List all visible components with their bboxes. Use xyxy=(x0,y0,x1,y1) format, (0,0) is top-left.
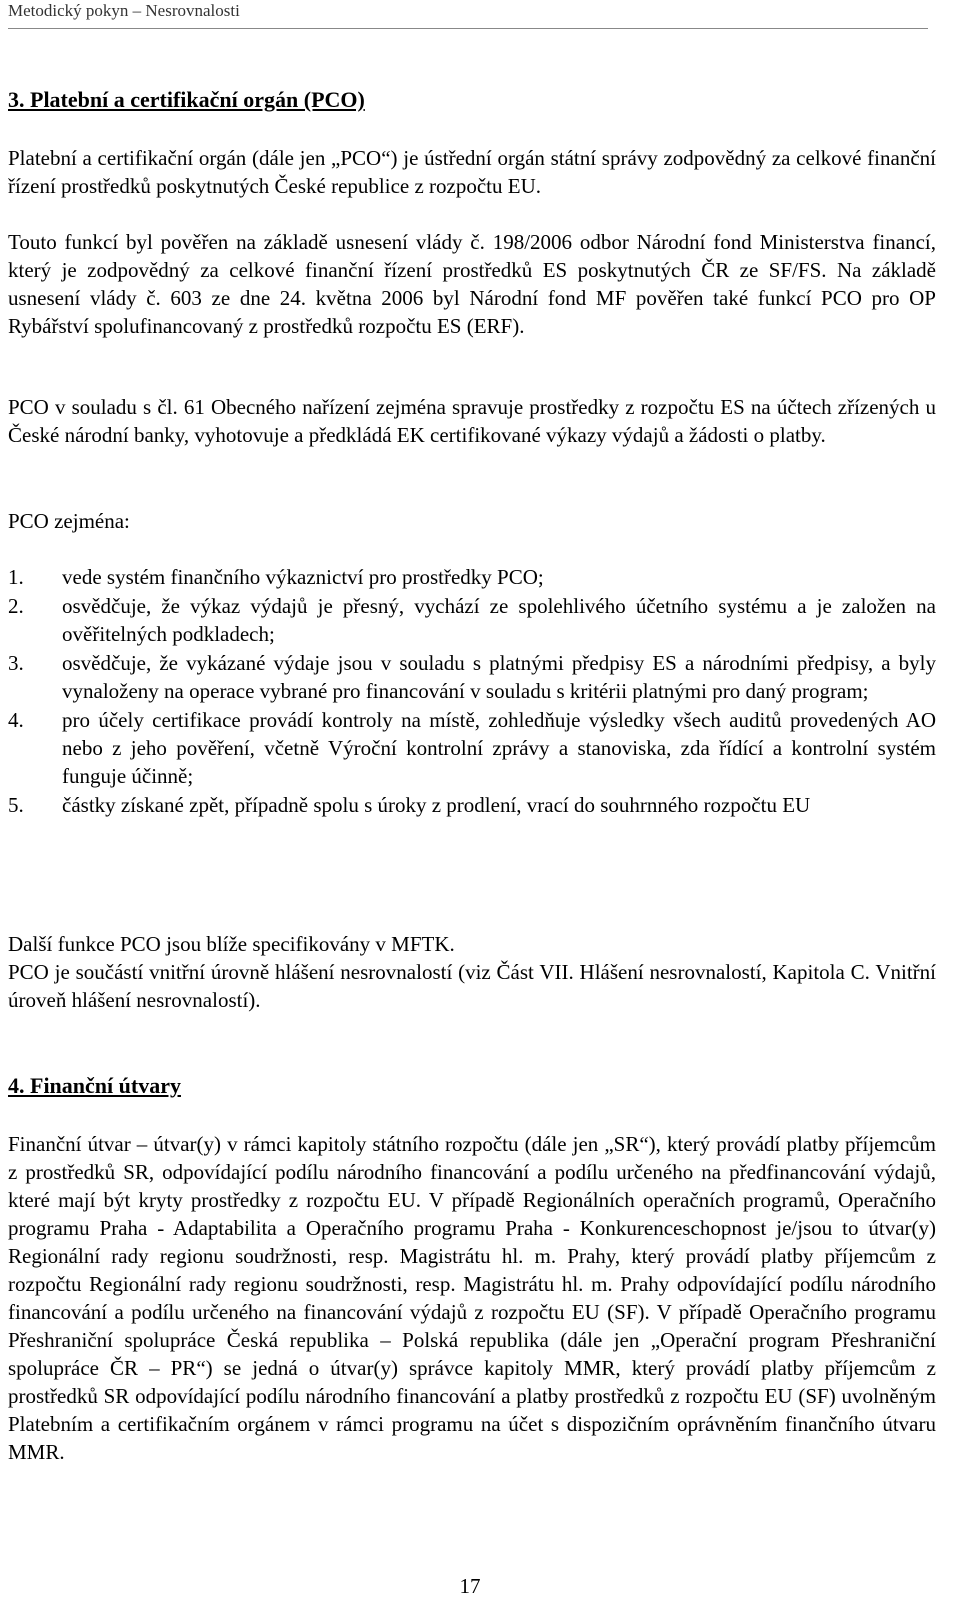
section-4-heading: 4. Finanční útvary xyxy=(8,1073,181,1098)
section-3-paragraph-3: PCO v souladu s čl. 61 Obecného nařízení zejména spravuje prostředky z rozpočtu ES na účtech zřízených u České národní banky, vyhotovuje a předkládá EK certifikované výkazy výdajů a žádosti o platby. xyxy=(8,395,936,447)
list-item xyxy=(8,563,936,591)
list-item-number: 3. xyxy=(8,651,24,675)
list-item-text: pro účely certifikace provádí kontroly na místě, zohledňuje výsledky všech auditů provedených AO nebo z jeho pověření, včetně Výroční kontrolní zprávy a stanoviska, zda řídící a kontrolní systém funguje účinně; xyxy=(62,708,936,788)
section-3-paragraph-5: Další funkce PCO jsou blíže specifikovány v MFTK. xyxy=(8,932,455,956)
list-item-text: částky získané zpět, případně spolu s úroky z prodlení, vrací do souhrnného rozpočtu EU xyxy=(62,793,811,817)
list-item-number: 2. xyxy=(8,594,24,618)
page-number: 17 xyxy=(459,1574,481,1598)
list-item xyxy=(8,592,936,648)
list-item-number: 1. xyxy=(8,565,24,589)
list-item-text: osvědčuje, že vykázané výdaje jsou v souladu s platnými předpisy ES a národními předpisy, a byly vynaloženy na operace vybrané pro financování v souladu s kritérii platnými pro daný program; xyxy=(62,651,936,703)
list-item-number: 4. xyxy=(8,708,24,732)
section-3-heading: 3. Platební a certifikační orgán (PCO) xyxy=(8,87,365,112)
section-3-paragraph-6: PCO je součástí vnitřní úrovně hlášení nesrovnalostí (viz Část VII. Hlášení nesrovnalostí, Kapitola C. Vnitřní úroveň hlášení nesrovnalostí). xyxy=(8,960,936,1012)
list-item xyxy=(8,649,936,705)
pco-duties-list xyxy=(8,563,936,820)
section-3-paragraph-1: Platební a certifikační orgán (dále jen „PCO“) je ústřední orgán státní správy zodpovědný za celkové finanční řízení prostředků poskytnutých České republice z rozpočtu EU. xyxy=(8,146,936,198)
list-item xyxy=(8,791,936,819)
list-item-text: vede systém finančního výkaznictví pro prostředky PCO; xyxy=(62,565,544,589)
list-item-number: 5. xyxy=(8,793,24,817)
section-4-paragraph-1: Finanční útvar – útvar(y) v rámci kapitoly státního rozpočtu (dále jen „SR“), který provádí platby příjemcům z prostředků SR, odpovídající podílu národního financování a podílu určeného na předfinancování výdajů, které mají být kryty prostředky z rozpočtu EU. V případě Regionálních operačních programů, Operačního programu Praha - Adaptabilita a Operačního programu Praha - Konkurenceschopnost je/jsou to útvar(y) Regionální rady regionu soudržnosti, resp. Magistrátu hl. m. Prahy, který provádí platby příjemcům z rozpočtu Regionální rady regionu soudržnosti, resp. Magistrátu hl. m. Prahy odpovídající podílu národního financování a podílu určeného na financování výdajů z rozpočtu EU (SF). V případě Operačního programu Přeshraniční spolupráce Česká republika – Polská republika (dále jen „Operační program Přeshraniční spolupráce ČR – PR“) se jedná o útvar(y) správce kapitoly MMR, který provádí platby příjemcům z prostředků SR odpovídající podílu národního financování a platby prostředků z rozpočtu EU (SF) uvolněným Platebním a certifikačním orgánem v rámci programu na účet s dispozičním oprávněním finančního útvaru MMR. xyxy=(8,1132,936,1464)
list-item-text: osvědčuje, že výkaz výdajů je přesný, vychází ze spolehlivého účetního systému a je založen na ověřitelných podkladech; xyxy=(62,594,936,646)
section-3-paragraph-2: Touto funkcí byl pověřen na základě usnesení vlády č. 198/2006 odbor Národní fond Ministerstva financí, který je zodpovědný za celkové finanční řízení prostředků ES poskytnutých ČR ze SF/FS. Na základě usnesení vlády č. 603 ze dne 24. května 2006 byl Národní fond MF pověřen také funkcí PCO pro OP Rybářství spolufinancovaný z prostředků rozpočtu ES (ERF). xyxy=(8,230,936,338)
section-3-list-intro: PCO zejména: xyxy=(8,509,130,533)
list-item xyxy=(8,706,936,790)
running-header: Metodický pokyn – Nesrovnalosti xyxy=(8,0,928,29)
